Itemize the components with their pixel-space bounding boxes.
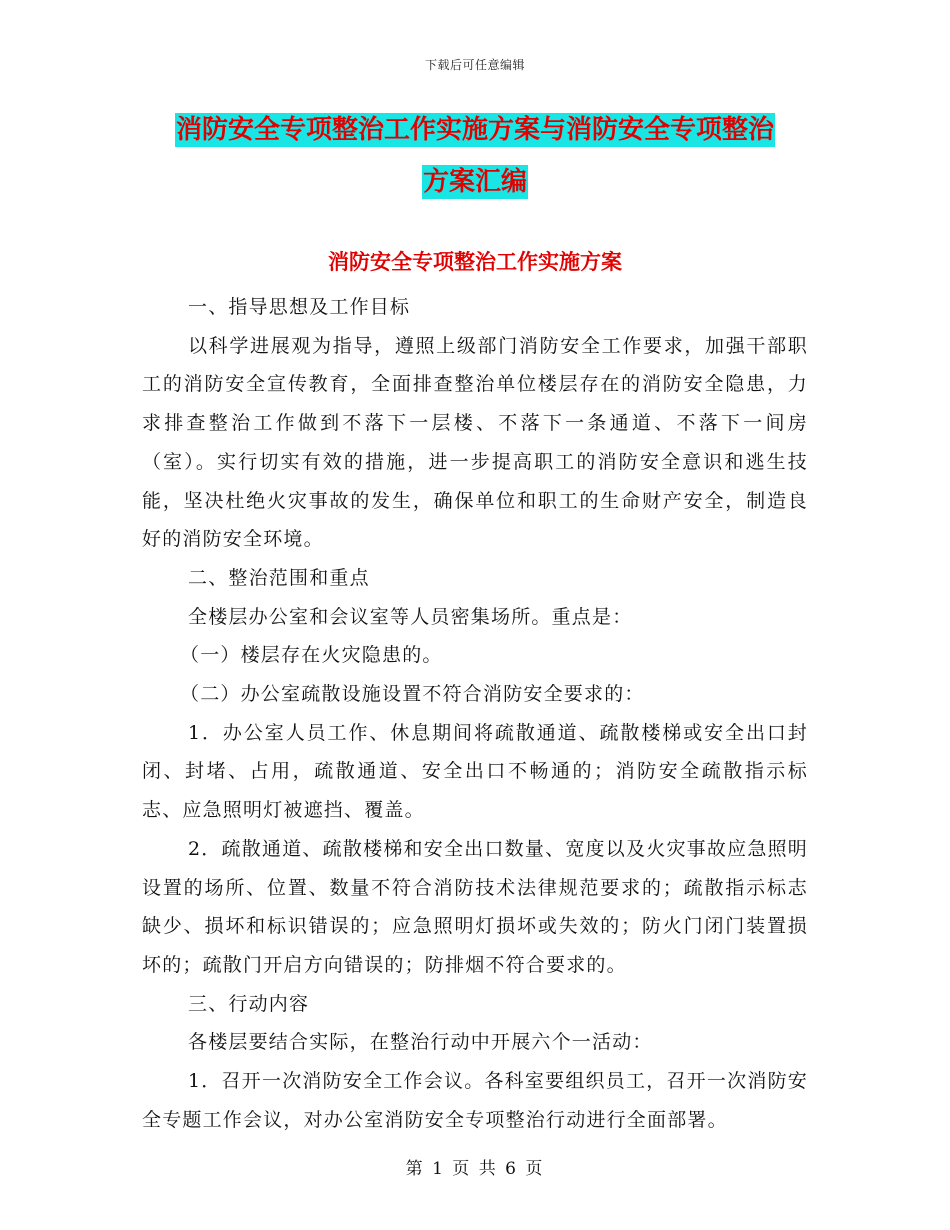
paragraph: 一、指导思想及工作目标 xyxy=(188,296,411,318)
sub-title: 消防安全专项整治工作实施方案 xyxy=(328,249,622,274)
paragraph: 1．召开一次消防安全工作会议。各科室要组织员工，召开一次消防安全专题工作会议，对办公室消防安全专项整治行动进行全面部署。 xyxy=(142,1070,808,1131)
header-note: 下载后可任意编辑 xyxy=(424,58,525,72)
paragraph: 三、行动内容 xyxy=(188,992,310,1015)
document-body xyxy=(142,288,808,1139)
paragraph: 以科学进展观为指导，遵照上级部门消防安全工作要求，加强干部职工的消防安全宣传教育，全面排查整治单位楼层存在的消防安全隐患，力求排查整治工作做到不落下一层楼、不落下一条通道、不落下一间房（室）。实行切实有效的措施，进一步提高职工的消防安全意识和逃生技能，坚决杜绝火灾事故的发生，确保单位和职工的生命财产安全，制造良好的消防安全环境。 xyxy=(142,334,808,551)
main-title-line-2: 方案汇编 xyxy=(422,167,527,197)
paragraph: 2．疏散通道、疏散楼梯和安全出口数量、宽度以及火灾事故应急照明设置的场所、位置、数量不符合消防技术法律规范要求的；疏散指示标志缺少、损坏和标识错误的；应急照明灯损坏或失效的；防火门闭门装置损坏的；疏散门开启方向错误的；防排烟不符合要求的。 xyxy=(142,837,808,976)
main-title-line-1: 消防安全专项整治工作实施方案与消防安全专项整治 xyxy=(175,115,774,145)
main-title xyxy=(140,104,810,208)
paragraph: （一）楼层存在火灾隐患的。 xyxy=(180,644,443,667)
page-footer: 第 1 页 共 6 页 xyxy=(405,1159,545,1179)
paragraph: 全楼层办公室和会议室等人员密集场所。重点是： xyxy=(188,605,633,628)
paragraph: （二）办公室疏散设施设置不符合消防安全要求的： xyxy=(180,683,645,706)
paragraph: 各楼层要结合实际，在整治行动中开展六个一活动： xyxy=(188,1031,653,1054)
paragraph: 1．办公室人员工作、休息期间将疏散通道、疏散楼梯或安全出口封闭、封堵、占用，疏散通道、安全出口不畅通的；消防安全疏散指示标志、应急照明灯被遮挡、覆盖。 xyxy=(142,721,808,822)
paragraph: 二、整治范围和重点 xyxy=(188,566,370,589)
